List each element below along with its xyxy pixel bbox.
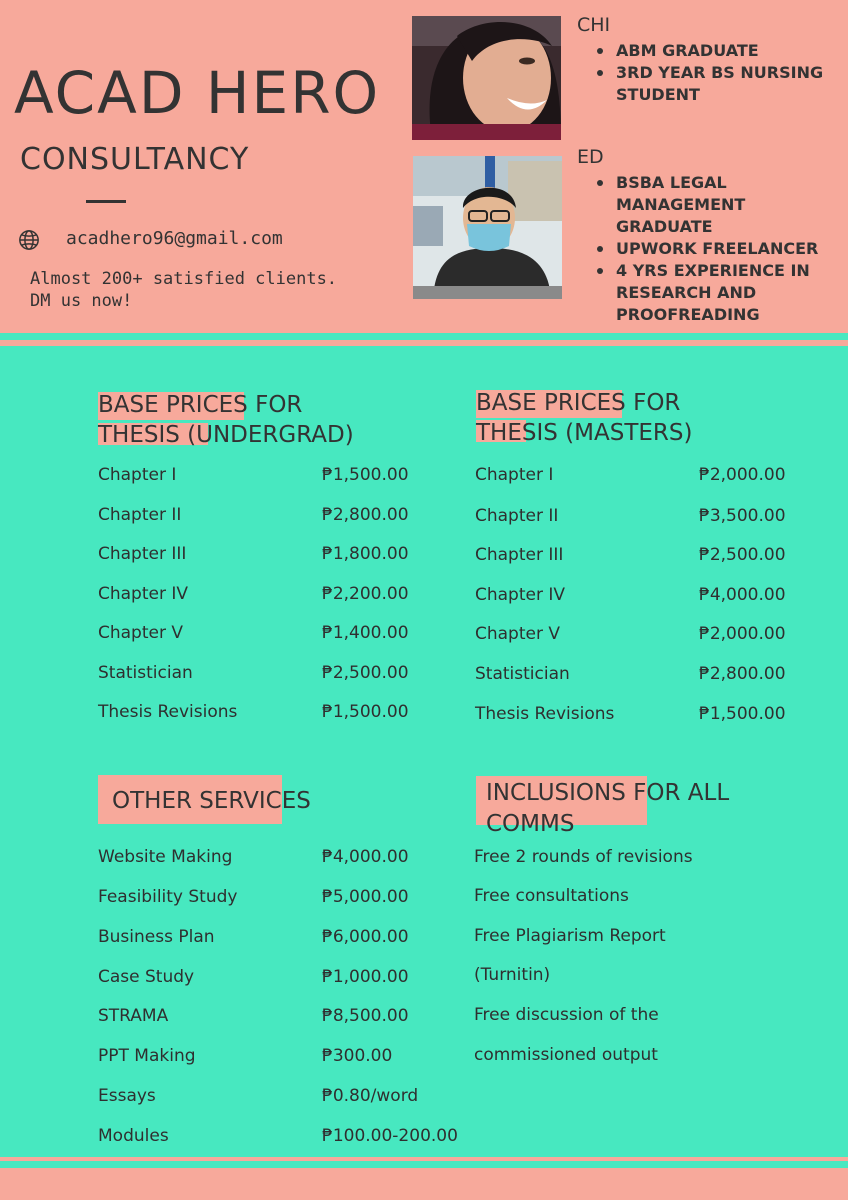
price-label: Chapter IV	[475, 585, 566, 605]
qualification-item: BSBA LEGAL MANAGEMENT GRADUATE	[594, 172, 830, 238]
clients-line: DM us now!	[30, 291, 133, 311]
price-value: ₱2,200.00	[322, 584, 409, 604]
service-row	[98, 967, 468, 993]
price-value: ₱3,500.00	[699, 506, 786, 526]
heading-thesis-undergrad	[98, 390, 354, 450]
clients-note	[30, 268, 360, 312]
price-row	[475, 585, 815, 611]
price-label: Thesis Revisions	[98, 702, 238, 722]
divider-stripe	[0, 333, 848, 340]
service-price: ₱0.80/word	[322, 1086, 419, 1106]
price-row	[98, 702, 428, 728]
price-label: Statistician	[475, 664, 570, 684]
service-price: ₱4,000.00	[322, 847, 409, 867]
inclusion-line: Free discussion of the	[474, 1005, 659, 1025]
brand-subtitle: CONSULTANCY	[20, 142, 250, 177]
service-price: ₱6,000.00	[322, 927, 409, 947]
price-value: ₱2,800.00	[322, 505, 409, 525]
qualification-item: UPWORK FREELANCER	[594, 238, 830, 260]
photo-ed	[413, 156, 562, 299]
email-address[interactable]: acadhero96@gmail.com	[66, 228, 283, 249]
heading-line: THESIS (MASTERS)	[476, 420, 693, 446]
service-price: ₱1,000.00	[322, 967, 409, 987]
price-value: ₱4,000.00	[699, 585, 786, 605]
price-row	[98, 623, 428, 649]
team-name-chi: CHI	[577, 14, 611, 36]
price-value: ₱1,500.00	[322, 702, 409, 722]
photo-chi	[412, 16, 561, 140]
service-label: Business Plan	[98, 927, 215, 947]
price-label: Chapter I	[98, 465, 177, 485]
price-label: Chapter III	[475, 545, 564, 565]
heading-line: THESIS (UNDERGRAD)	[98, 422, 354, 448]
price-row	[98, 465, 428, 491]
price-label: Chapter II	[98, 505, 182, 525]
brand-title: ACAD HERO	[14, 59, 381, 127]
price-value: ₱1,500.00	[699, 704, 786, 724]
price-row	[98, 505, 428, 531]
team-name-ed: ED	[577, 146, 604, 168]
inclusion-line: Free Plagiarism Report	[474, 926, 666, 946]
qualification-item: 3RD YEAR BS NURSING STUDENT	[594, 62, 830, 106]
price-value: ₱2,800.00	[699, 664, 786, 684]
service-price: ₱100.00-200.00	[322, 1126, 458, 1146]
service-price: ₱5,000.00	[322, 887, 409, 907]
service-label: Case Study	[98, 967, 195, 987]
service-price: ₱300.00	[322, 1046, 393, 1066]
price-label: Chapter II	[475, 506, 559, 526]
globe-icon	[18, 229, 40, 251]
inclusion-line: Free consultations	[474, 886, 629, 906]
qualifications-ed	[594, 172, 830, 326]
price-value: ₱2,500.00	[699, 545, 786, 565]
inclusion-line: (Turnitin)	[474, 965, 551, 985]
service-row	[98, 1126, 468, 1152]
price-label: Chapter III	[98, 544, 187, 564]
service-label: Modules	[98, 1126, 169, 1146]
price-row	[98, 663, 428, 689]
price-value: ₱1,400.00	[322, 623, 409, 643]
price-row	[98, 584, 428, 610]
price-row	[475, 704, 815, 730]
service-label: PPT Making	[98, 1046, 196, 1066]
price-row	[475, 624, 815, 650]
price-value: ₱1,800.00	[322, 544, 409, 564]
service-row	[98, 1046, 468, 1072]
price-value: ₱2,000.00	[699, 465, 786, 485]
service-row	[98, 927, 468, 953]
service-row	[98, 847, 468, 873]
service-label: Feasibility Study	[98, 887, 238, 907]
price-row	[475, 545, 815, 571]
price-label: Chapter I	[475, 465, 554, 485]
price-value: ₱2,500.00	[322, 663, 409, 683]
heading-inclusions: INCLUSIONS FOR ALL COMMS	[486, 780, 730, 837]
heading-other-services: OTHER SERVICES	[112, 788, 311, 814]
service-label: Essays	[98, 1086, 156, 1106]
price-row	[475, 465, 815, 491]
service-label: STRAMA	[98, 1006, 169, 1026]
price-row	[475, 506, 815, 532]
qualifications-chi	[594, 40, 830, 106]
heading-thesis-masters	[476, 388, 692, 448]
price-value: ₱1,500.00	[322, 465, 409, 485]
price-label: Statistician	[98, 663, 193, 683]
divider-stripe	[0, 1161, 848, 1168]
price-value: ₱2,000.00	[699, 624, 786, 644]
service-row	[98, 1006, 468, 1032]
qualification-item: ABM GRADUATE	[594, 40, 830, 62]
price-label: Chapter IV	[98, 584, 189, 604]
service-label: Website Making	[98, 847, 233, 867]
heading-line: BASE PRICES FOR	[98, 392, 303, 418]
heading-line: BASE PRICES FOR	[476, 390, 681, 416]
qualification-item: 4 YRS EXPERIENCE IN RESEARCH AND PROOFREADING	[594, 260, 830, 326]
service-row	[98, 1086, 468, 1112]
service-row	[98, 887, 468, 913]
inclusion-line: commissioned output	[474, 1045, 658, 1065]
inclusion-line: Free 2 rounds of revisions	[474, 847, 693, 867]
price-label: Chapter V	[475, 624, 560, 644]
divider	[86, 200, 126, 203]
clients-line: Almost 200+ satisfied clients.	[30, 269, 338, 289]
price-row	[475, 664, 815, 690]
price-label: Chapter V	[98, 623, 183, 643]
price-row	[98, 544, 428, 570]
service-price: ₱8,500.00	[322, 1006, 409, 1026]
price-label: Thesis Revisions	[475, 704, 615, 724]
